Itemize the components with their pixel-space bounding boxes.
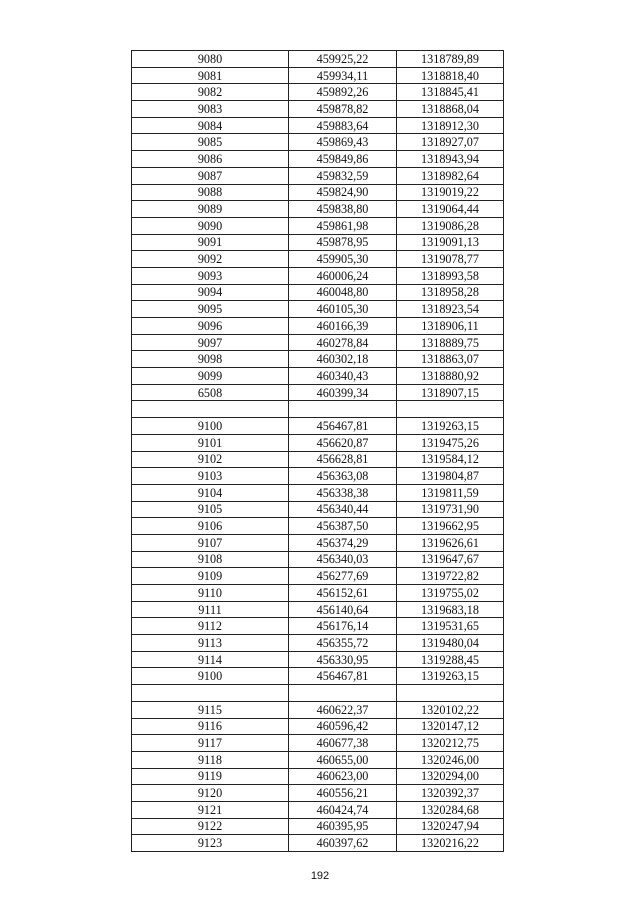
- point-number-cell: 9087: [132, 167, 289, 184]
- table-row: [132, 284, 504, 301]
- y-coordinate-cell: 1318880,92: [397, 368, 504, 385]
- table-row: [132, 101, 504, 118]
- table-row: [132, 718, 504, 735]
- table-row: [132, 84, 504, 101]
- y-coordinate-cell: 1318907,15: [397, 384, 504, 401]
- y-coordinate-cell: 1318845,41: [397, 84, 504, 101]
- table-row: [132, 585, 504, 602]
- x-coordinate-cell: 460105,30: [289, 301, 397, 318]
- y-coordinate-cell: 1318958,28: [397, 284, 504, 301]
- x-coordinate-cell: 456340,44: [289, 501, 397, 518]
- y-coordinate-cell: 1319263,15: [397, 668, 504, 685]
- y-coordinate-cell: 1320102,22: [397, 701, 504, 718]
- x-coordinate-cell: 459861,98: [289, 217, 397, 234]
- table-row: [132, 484, 504, 501]
- point-number-cell: 9118: [132, 751, 289, 768]
- table-row: [132, 534, 504, 551]
- point-number-cell: 9089: [132, 201, 289, 218]
- table-row: [132, 117, 504, 134]
- table-row: [132, 384, 504, 401]
- point-number-cell: 9122: [132, 818, 289, 835]
- y-coordinate-cell: 1319064,44: [397, 201, 504, 218]
- table-row: [132, 334, 504, 351]
- point-number-cell: 9111: [132, 601, 289, 618]
- y-coordinate-cell: 1319480,04: [397, 635, 504, 652]
- point-number-cell: 9109: [132, 568, 289, 585]
- point-number-cell: 9115: [132, 701, 289, 718]
- y-coordinate-cell: 1319731,90: [397, 501, 504, 518]
- point-number-cell: 9081: [132, 67, 289, 84]
- table-row: [132, 801, 504, 818]
- point-number-cell: 9091: [132, 234, 289, 251]
- y-coordinate-cell: 1320246,00: [397, 751, 504, 768]
- x-coordinate-cell: 460596,42: [289, 718, 397, 735]
- coordinate-table: [131, 50, 504, 852]
- y-coordinate-cell: 1318906,11: [397, 318, 504, 335]
- x-coordinate-cell: 456152,61: [289, 585, 397, 602]
- point-number-cell: 9113: [132, 635, 289, 652]
- y-coordinate-cell: 1320216,22: [397, 835, 504, 852]
- x-coordinate-cell: 460399,34: [289, 384, 397, 401]
- y-coordinate-cell: 1319755,02: [397, 585, 504, 602]
- table-row: [132, 818, 504, 835]
- y-coordinate-cell: 1319531,65: [397, 618, 504, 635]
- y-coordinate-cell: 1319263,15: [397, 418, 504, 435]
- table-row: [132, 234, 504, 251]
- y-coordinate-cell: 1319091,13: [397, 234, 504, 251]
- point-number-cell: 9116: [132, 718, 289, 735]
- x-coordinate-cell: 459832,59: [289, 167, 397, 184]
- point-number-cell: 9094: [132, 284, 289, 301]
- point-number-cell: 9117: [132, 735, 289, 752]
- x-coordinate-cell: 460677,38: [289, 735, 397, 752]
- table-row: [132, 551, 504, 568]
- x-coordinate-cell: 459925,22: [289, 51, 397, 68]
- table-row: [132, 217, 504, 234]
- point-number-cell: 9102: [132, 451, 289, 468]
- point-number-cell: 9093: [132, 267, 289, 284]
- y-coordinate-cell: [397, 685, 504, 702]
- table-row: [132, 267, 504, 284]
- table-row: [132, 301, 504, 318]
- point-number-cell: 9120: [132, 785, 289, 802]
- table-row: [132, 201, 504, 218]
- table-row: [132, 635, 504, 652]
- x-coordinate-cell: 460623,00: [289, 768, 397, 785]
- table-row: [132, 601, 504, 618]
- point-number-cell: 9101: [132, 434, 289, 451]
- point-number-cell: [132, 685, 289, 702]
- point-number-cell: 9097: [132, 334, 289, 351]
- point-number-cell: 9096: [132, 318, 289, 335]
- x-coordinate-cell: 460655,00: [289, 751, 397, 768]
- point-number-cell: 9100: [132, 668, 289, 685]
- table-row: [132, 668, 504, 685]
- point-number-cell: 9099: [132, 368, 289, 385]
- y-coordinate-cell: 1320294,00: [397, 768, 504, 785]
- y-coordinate-cell: 1320392,37: [397, 785, 504, 802]
- y-coordinate-cell: 1318863,07: [397, 351, 504, 368]
- y-coordinate-cell: 1319722,82: [397, 568, 504, 585]
- x-coordinate-cell: 460340,43: [289, 368, 397, 385]
- x-coordinate-cell: 456467,81: [289, 418, 397, 435]
- x-coordinate-cell: 456340,03: [289, 551, 397, 568]
- table-row: [132, 468, 504, 485]
- point-number-cell: 9086: [132, 151, 289, 168]
- x-coordinate-cell: 456620,87: [289, 434, 397, 451]
- x-coordinate-cell: 459878,82: [289, 101, 397, 118]
- point-number-cell: 9119: [132, 768, 289, 785]
- x-coordinate-cell: 459878,95: [289, 234, 397, 251]
- y-coordinate-cell: 1319647,67: [397, 551, 504, 568]
- y-coordinate-cell: 1319078,77: [397, 251, 504, 268]
- x-coordinate-cell: [289, 401, 397, 418]
- x-coordinate-cell: 460424,74: [289, 801, 397, 818]
- table-row: [132, 51, 504, 68]
- y-coordinate-cell: 1319086,28: [397, 217, 504, 234]
- table-row: [132, 184, 504, 201]
- point-number-cell: 9114: [132, 651, 289, 668]
- x-coordinate-cell: 459838,80: [289, 201, 397, 218]
- x-coordinate-cell: 459892,26: [289, 84, 397, 101]
- table-row: [132, 768, 504, 785]
- table-row: [132, 685, 504, 702]
- x-coordinate-cell: 456363,08: [289, 468, 397, 485]
- table-row: [132, 701, 504, 718]
- x-coordinate-cell: 456338,38: [289, 484, 397, 501]
- y-coordinate-cell: 1318789,89: [397, 51, 504, 68]
- table-row: [132, 751, 504, 768]
- y-coordinate-cell: 1318982,64: [397, 167, 504, 184]
- table-row: [132, 451, 504, 468]
- x-coordinate-cell: 456176,14: [289, 618, 397, 635]
- x-coordinate-cell: 460622,37: [289, 701, 397, 718]
- table-row: [132, 518, 504, 535]
- y-coordinate-cell: 1318912,30: [397, 117, 504, 134]
- x-coordinate-cell: 460048,80: [289, 284, 397, 301]
- table-row: [132, 418, 504, 435]
- x-coordinate-cell: 459934,11: [289, 67, 397, 84]
- x-coordinate-cell: [289, 685, 397, 702]
- table-row: [132, 501, 504, 518]
- table-row: [132, 651, 504, 668]
- x-coordinate-cell: 456467,81: [289, 668, 397, 685]
- point-number-cell: 9106: [132, 518, 289, 535]
- x-coordinate-cell: 460006,24: [289, 267, 397, 284]
- x-coordinate-cell: 456628,81: [289, 451, 397, 468]
- x-coordinate-cell: 456140,64: [289, 601, 397, 618]
- y-coordinate-cell: 1319683,18: [397, 601, 504, 618]
- y-coordinate-cell: 1319584,12: [397, 451, 504, 468]
- y-coordinate-cell: 1318993,58: [397, 267, 504, 284]
- table-row: [132, 368, 504, 385]
- table-row: [132, 401, 504, 418]
- table-row: [132, 318, 504, 335]
- x-coordinate-cell: 456374,29: [289, 534, 397, 551]
- y-coordinate-cell: 1319288,45: [397, 651, 504, 668]
- table-row: [132, 167, 504, 184]
- x-coordinate-cell: 456277,69: [289, 568, 397, 585]
- point-number-cell: 9100: [132, 418, 289, 435]
- table-row: [132, 835, 504, 852]
- x-coordinate-cell: 459883,64: [289, 117, 397, 134]
- x-coordinate-cell: 460556,21: [289, 785, 397, 802]
- point-number-cell: 9121: [132, 801, 289, 818]
- coordinate-table-body: [132, 51, 504, 852]
- y-coordinate-cell: 1319019,22: [397, 184, 504, 201]
- y-coordinate-cell: 1318818,40: [397, 67, 504, 84]
- point-number-cell: 9085: [132, 134, 289, 151]
- point-number-cell: 9090: [132, 217, 289, 234]
- point-number-cell: 9104: [132, 484, 289, 501]
- point-number-cell: 9123: [132, 835, 289, 852]
- point-number-cell: [132, 401, 289, 418]
- point-number-cell: 9112: [132, 618, 289, 635]
- y-coordinate-cell: 1318927,07: [397, 134, 504, 151]
- point-number-cell: 9105: [132, 501, 289, 518]
- x-coordinate-cell: 460397,62: [289, 835, 397, 852]
- point-number-cell: 9108: [132, 551, 289, 568]
- y-coordinate-cell: 1318889,75: [397, 334, 504, 351]
- table-row: [132, 351, 504, 368]
- x-coordinate-cell: 456355,72: [289, 635, 397, 652]
- y-coordinate-cell: 1320247,94: [397, 818, 504, 835]
- y-coordinate-cell: 1320284,68: [397, 801, 504, 818]
- point-number-cell: 9095: [132, 301, 289, 318]
- table-row: [132, 735, 504, 752]
- y-coordinate-cell: [397, 401, 504, 418]
- table-row: [132, 151, 504, 168]
- point-number-cell: 9088: [132, 184, 289, 201]
- point-number-cell: 9083: [132, 101, 289, 118]
- point-number-cell: 9080: [132, 51, 289, 68]
- table-row: [132, 251, 504, 268]
- point-number-cell: 9084: [132, 117, 289, 134]
- x-coordinate-cell: 459824,90: [289, 184, 397, 201]
- table-row: [132, 568, 504, 585]
- x-coordinate-cell: 459849,86: [289, 151, 397, 168]
- y-coordinate-cell: 1319804,87: [397, 468, 504, 485]
- point-number-cell: 9110: [132, 585, 289, 602]
- x-coordinate-cell: 460302,18: [289, 351, 397, 368]
- point-number-cell: 9103: [132, 468, 289, 485]
- y-coordinate-cell: 1318868,04: [397, 101, 504, 118]
- x-coordinate-cell: 460166,39: [289, 318, 397, 335]
- point-number-cell: 9098: [132, 351, 289, 368]
- y-coordinate-cell: 1318943,94: [397, 151, 504, 168]
- point-number-cell: 6508: [132, 384, 289, 401]
- x-coordinate-cell: 456387,50: [289, 518, 397, 535]
- x-coordinate-cell: 459905,30: [289, 251, 397, 268]
- y-coordinate-cell: 1318923,54: [397, 301, 504, 318]
- y-coordinate-cell: 1319475,26: [397, 434, 504, 451]
- point-number-cell: 9092: [132, 251, 289, 268]
- table-row: [132, 785, 504, 802]
- x-coordinate-cell: 460395,95: [289, 818, 397, 835]
- point-number-cell: 9082: [132, 84, 289, 101]
- y-coordinate-cell: 1319626,61: [397, 534, 504, 551]
- table-row: [132, 618, 504, 635]
- y-coordinate-cell: 1320147,12: [397, 718, 504, 735]
- y-coordinate-cell: 1319811,59: [397, 484, 504, 501]
- x-coordinate-cell: 456330,95: [289, 651, 397, 668]
- table-row: [132, 434, 504, 451]
- table-row: [132, 134, 504, 151]
- x-coordinate-cell: 460278,84: [289, 334, 397, 351]
- page-number: 192: [310, 870, 330, 882]
- table-row: [132, 67, 504, 84]
- y-coordinate-cell: 1319662,95: [397, 518, 504, 535]
- point-number-cell: 9107: [132, 534, 289, 551]
- y-coordinate-cell: 1320212,75: [397, 735, 504, 752]
- x-coordinate-cell: 459869,43: [289, 134, 397, 151]
